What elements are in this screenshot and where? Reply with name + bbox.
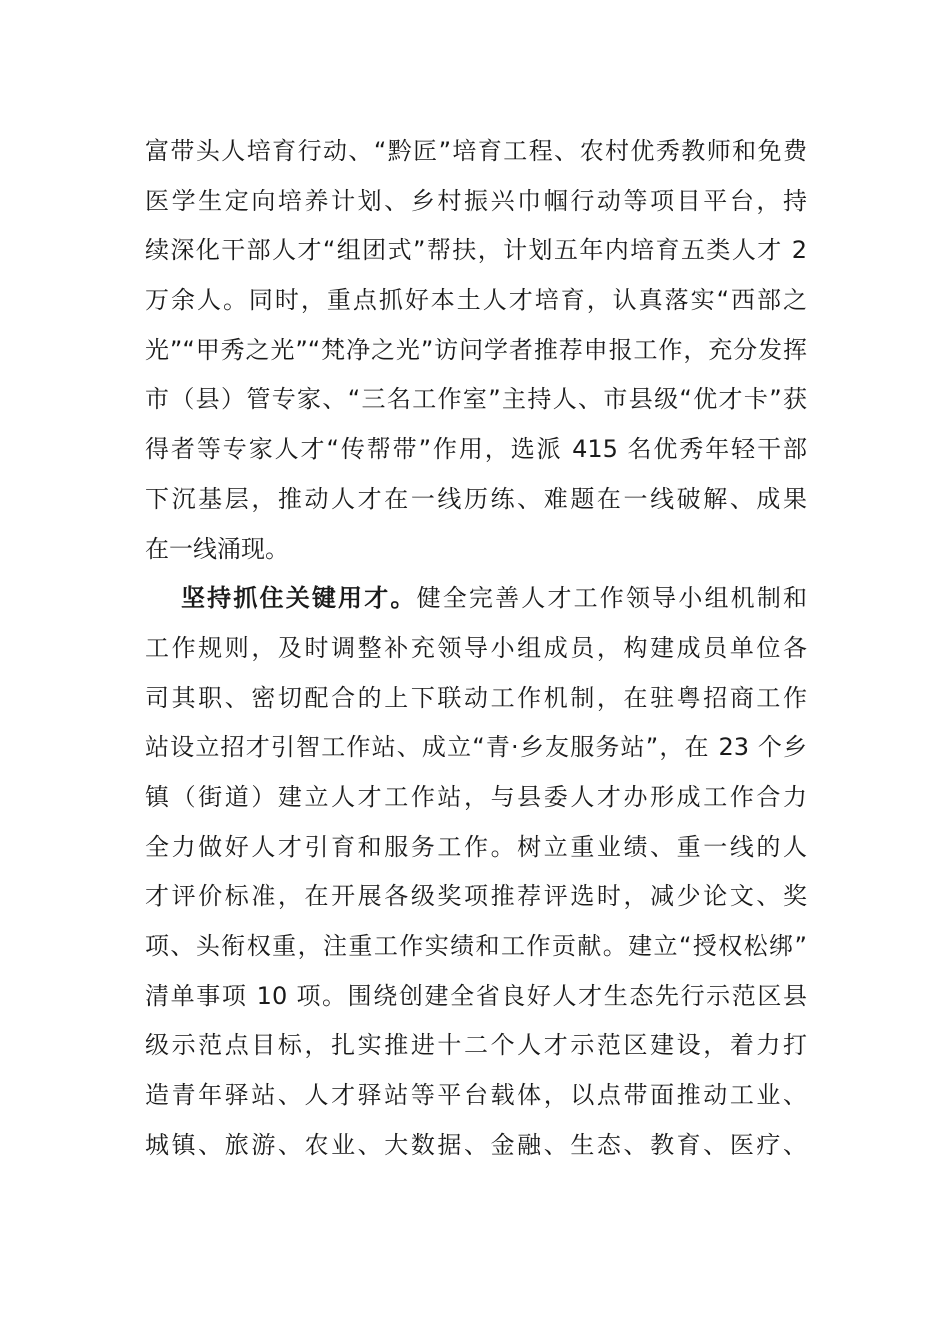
paragraph-2 (145, 574, 807, 1170)
paragraph-line: 续深化干部人才“组团式”帮扶，计划五年内培育五类人才 2 (145, 236, 807, 265)
paragraph-line: 项、头衔权重，注重工作实绩和工作贡献。建立“授权松绑” (145, 932, 807, 960)
paragraph-line: 医学生定向培养计划、乡村振兴巾帼行动等项目平台，持 (145, 186, 807, 215)
paragraph-line: 才评价标准，在开展各级奖项推荐评选时，减少论文、奖 (145, 882, 807, 911)
paragraph-first-line (145, 574, 807, 624)
paragraph-line: 清单事项 10 项。围绕创建全省良好人才生态先行示范区县 (145, 981, 807, 1010)
paragraph-1 (145, 127, 807, 574)
paragraph-text: 健全完善人才工作领导小组机制和 (416, 584, 808, 613)
paragraph-line: 万余人。同时，重点抓好本土人才培育，认真落实“西部之 (145, 286, 807, 315)
paragraph-line: 富带头人培育行动、“黔匠”培育工程、农村优秀教师和免费 (145, 137, 807, 165)
paragraph-line: 站设立招才引智工作站、成立“青·乡友服务站”，在 23 个乡 (145, 733, 807, 762)
paragraph-line: 镇（街道）建立人才工作站，与县委人才办形成工作合力 (145, 782, 807, 811)
paragraph-line: 工作规则，及时调整补充领导小组成员，构建成员单位各 (145, 633, 807, 662)
document-body (145, 127, 807, 1170)
paragraph-line: 司其职、密切配合的上下联动工作机制，在驻粤招商工作 (145, 683, 807, 712)
paragraph-line: 在一线涌现。 (145, 534, 289, 563)
paragraph-line: 造青年驿站、人才驿站等平台载体，以点带面推动工业、 (145, 1081, 807, 1110)
paragraph-line: 市（县）管专家、“三名工作室”主持人、市县级“优才卡”获 (145, 385, 807, 414)
paragraph-line: 全力做好人才引育和服务工作。树立重业绩、重一线的人 (145, 832, 807, 861)
section-heading: 坚持抓住关键用才。 (181, 584, 417, 613)
paragraph-line: 下沉基层，推动人才在一线历练、难题在一线破解、成果 (145, 484, 807, 513)
paragraph-line: 光”“甲秀之光”“梵净之光”访问学者推荐申报工作，充分发挥 (145, 335, 807, 364)
paragraph-line: 得者等专家人才“传帮带”作用，选派 415 名优秀年轻干部 (145, 435, 807, 464)
paragraph-line: 城镇、旅游、农业、大数据、金融、生态、教育、医疗、 (145, 1130, 807, 1159)
paragraph-line: 级示范点目标，扎实推进十二个人才示范区建设，着力打 (145, 1031, 807, 1060)
